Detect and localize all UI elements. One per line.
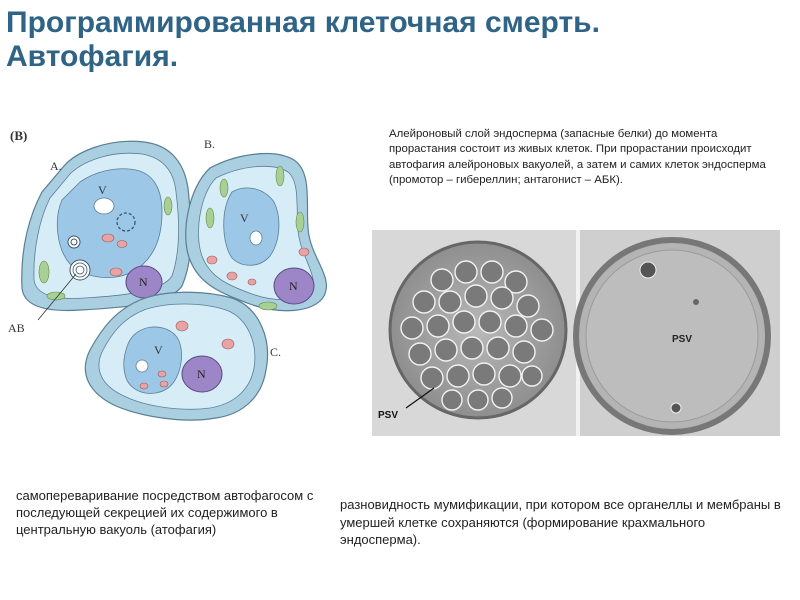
autophagy-cell-diagram [4, 118, 354, 440]
slide-title [6, 6, 786, 74]
residual-organelle [671, 403, 681, 413]
panel-label: (B) [10, 128, 28, 143]
cell-b [186, 154, 327, 311]
psv-label-left: PSV [378, 410, 399, 421]
nucleus-label-b: N [289, 279, 298, 293]
description-text: Алейроновый слой эндосперма (запасные белки) до момента прорастания состоит из живых клеток. При прорастании происходит автофагия алейроновых вакуолей, а затем и самих клеток эндосперма (промотор – гибереллин; антагонист – АБК). [389, 128, 766, 186]
vacuole-label-a: V [98, 183, 107, 197]
slide-title-line-2: Автофагия. [6, 40, 179, 73]
cell-a [22, 141, 191, 310]
psv-label-right: PSV [672, 334, 693, 345]
autophagic-body-label: AB [8, 321, 25, 335]
nucleus-label-a: N [139, 275, 148, 289]
vacuole-label-c: V [154, 343, 163, 357]
residual-organelle [693, 299, 699, 305]
vacuole-label-b: V [240, 211, 249, 225]
slide-title-line-1: Программированная клеточная смерть. [6, 6, 600, 39]
residual-organelle [640, 262, 656, 278]
cell-a-label: A. [50, 159, 62, 173]
cell-c-label: C. [270, 345, 282, 359]
autophagy-caption: самопереваривание посредством автофагосом с последующей секрецией их содержимого в центральную вакуоль (атофагия) [16, 488, 314, 537]
cell-c [85, 292, 267, 420]
mummification-caption: разновидность мумификации, при котором все органеллы и мембраны в умершей клетке сохраняются (формирование крахмального эндосперма). [340, 497, 781, 547]
cell-b-label: B. [204, 137, 216, 151]
nucleus-label-c: N [197, 367, 206, 381]
aleurone-micrograph [372, 230, 780, 436]
